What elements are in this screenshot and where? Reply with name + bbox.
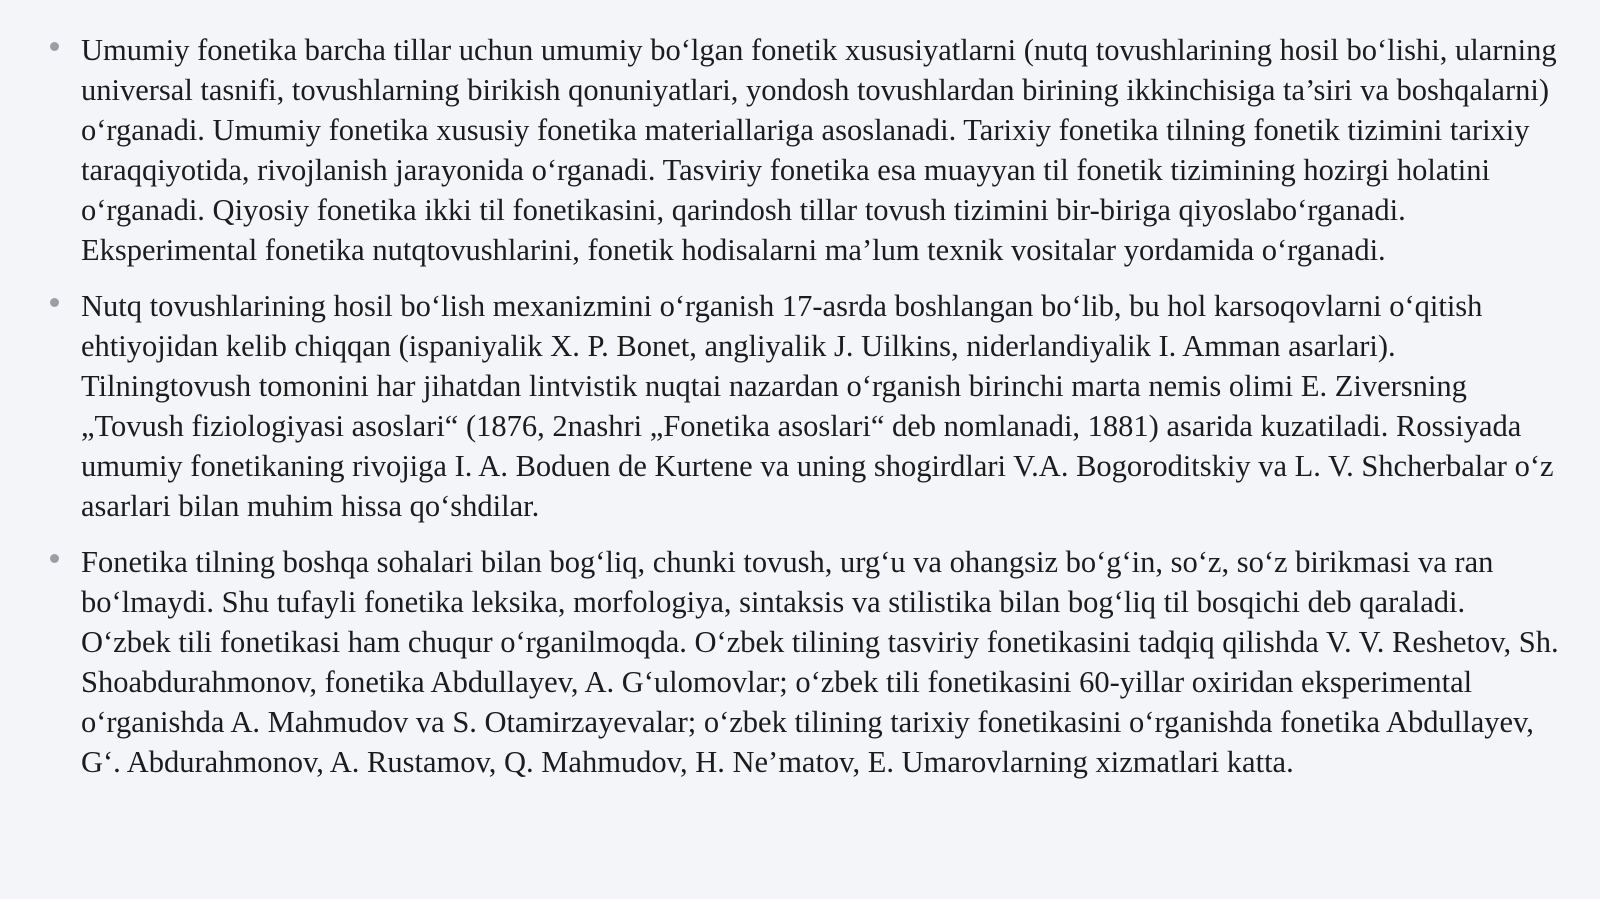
bullet-point-icon [50, 298, 59, 307]
bullet-list [50, 30, 1562, 798]
bullet-text: Umumiy fonetika barcha tillar uchun umumiy bo‘lgan fonetik xususiyatlarni (nutq tovushlarining hosil bo‘lishi, ularning universal tasnifi, tovushlarning birikish qonuniyatlari, yondosh tovushlardan birining ikkinchisiga ta’siri va boshqalarni) o‘rganadi. Umumiy fonetika xususiy fonetika materiallariga asoslanadi. Tarixiy fonetika tilning fonetik tizimini tarixiy taraqqiyotida, rivojlanish jarayonida o‘rganadi. Tasviriy fonetika esa muayyan til fonetik tizimining hozirgi holatini o‘rganadi. Qiyosiy fonetika ikki til fonetikasini, qarindosh tillar tovush tizimini bir-biriga qiyoslabo‘rganadi. Eksperimental fonetika nutqtovushlarini, fonetik hodisalarni ma’lum texnik vositalar yordamida o‘rganadi. [81, 33, 1557, 267]
bullet-point-icon [50, 42, 59, 51]
bullet-item-3 [50, 542, 1562, 782]
bullet-text: Nutq tovushlarining hosil bo‘lish mexanizmini o‘rganish 17-asrda boshlangan bo‘lib, bu hol karsoqovlarni o‘qitish ehtiyojidan kelib chiqqan (ispaniyalik X. P. Bonet, angliyalik J. Uilkins, niderlandiyalik I. Amman asarlari). Tilningtovush tomonini har jihatdan lintvistik nuqtai nazardan o‘rganish birinchi marta nemis olimi E. Ziversning „Tovush fiziologiyasi asoslari“ (1876, 2nashri „Fonetika asoslari“ deb nomlanadi, 1881) asarida kuzatiladi. Rossiyada umumiy fonetikaning rivojiga I. A. Boduen de Kurtene va uning shogirdlari V.A. Bogoroditskiy va L. V. Shcherbalar o‘z asarlari bilan muhim hissa qo‘shdilar. [81, 289, 1554, 523]
bullet-text: Fonetika tilning boshqa sohalari bilan bog‘liq, chunki tovush, urg‘u va ohangsiz bo‘g‘in, so‘z, so‘z birikmasi va ran bo‘lmaydi. Shu tufayli fonetika leksika, morfologiya, sintaksis va stilistika bilan bog‘liq til bosqichi deb qaraladi. O‘zbek tili fonetikasi ham chuqur o‘rganilmoqda. O‘zbek tilining tasviriy fonetikasini tadqiq qilishda V. V. Reshetov, Sh. Shoabdurahmonov, fonetika Abdullayev, A. G‘ulomovlar; o‘zbek tili fonetikasini 60-yillar oxiridan eksperimental o‘rganishda A. Mahmudov va S. Otamirzayevalar; o‘zbek tilining tarixiy fonetikasini o‘rganishda fonetika Abdullayev, G‘. Abdurahmonov, A. Rustamov, Q. Mahmudov, H. Ne’matov, E. Umarovlarning xizmatlari katta. [81, 545, 1559, 779]
bullet-item-2 [50, 286, 1562, 526]
bullet-item-1 [50, 30, 1562, 270]
bullet-point-icon [50, 554, 59, 563]
